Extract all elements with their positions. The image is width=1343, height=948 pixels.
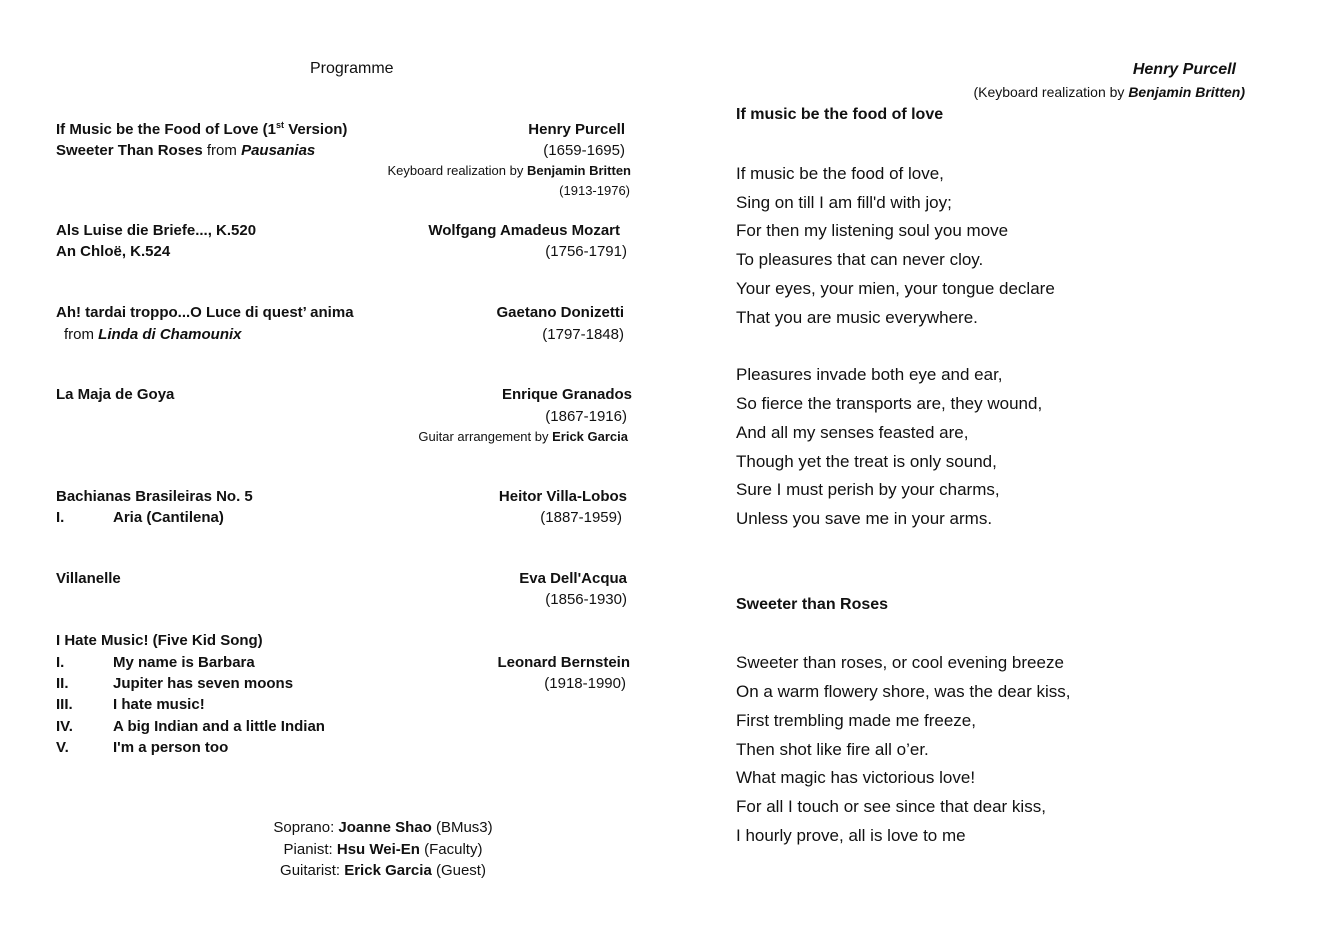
composer-name: Henry Purcell — [528, 121, 625, 138]
composer-dates: (1918-1990) — [544, 675, 626, 692]
work-source-title: Pausanias — [241, 142, 316, 159]
work-title: La Maja de Goya — [56, 386, 175, 403]
performer-name: Joanne Shao — [338, 819, 432, 836]
lyric-line: To pleasures that can never cloy. — [736, 250, 984, 269]
credit-name: Erick Garcia — [552, 429, 628, 444]
work-title-text: Sweeter Than Roses — [56, 142, 203, 159]
lyric-line: Sweeter than roses, or cool evening breeze — [736, 653, 1064, 672]
performer-guitarist — [200, 862, 566, 879]
movement-title: I'm a person too — [113, 739, 229, 756]
lyric-line: Unless you save me in your arms. — [736, 509, 993, 528]
composer-dates: (1797-1848) — [542, 326, 624, 343]
work-source-prefix: from — [64, 326, 99, 343]
work-title: An Chloë, K.524 — [56, 243, 171, 260]
arrangement-credit — [330, 429, 628, 444]
ordinal-suffix: st — [276, 120, 285, 130]
composer-name: Heitor Villa-Lobos — [498, 488, 627, 505]
work-source-title: Linda di Chamounix — [98, 326, 242, 343]
work-title: Bachianas Brasileiras No. 5 — [56, 488, 253, 505]
lyric-line: For all I touch or see since that dear kiss, — [736, 797, 1046, 816]
performer-name: Hsu Wei-En — [336, 841, 420, 858]
composer-name: Eva Dell'Acqua — [519, 570, 627, 587]
credit-name: Benjamin Britten) — [1128, 84, 1245, 100]
lyric-line: So fierce the transports are, they wound, — [736, 394, 1043, 413]
movement-title: My name is Barbara — [113, 654, 255, 671]
lyric-line: Your eyes, your mien, your tongue declare — [736, 279, 1055, 298]
lyric-line: That you are music everywhere. — [736, 308, 978, 327]
movement — [56, 718, 325, 735]
lyric-line: Sing on till I am fill'd with joy; — [736, 193, 952, 212]
credit-name: Benjamin Britten — [526, 163, 631, 178]
movement — [56, 654, 255, 671]
programme-title: Programme — [310, 60, 394, 77]
composer-dates: (1659-1695) — [543, 142, 625, 159]
movement-number: V. — [56, 739, 69, 756]
credit-prefix: (Keyboard realization by — [973, 84, 1129, 100]
movement-number: I. — [56, 509, 65, 526]
lyric-line: I hourly prove, all is love to me — [736, 826, 966, 845]
work-title-text: If Music be the Food of Love (1 — [56, 121, 277, 138]
work-source-prefix: from — [202, 142, 242, 159]
work-title: I Hate Music! (Five Kid Song) — [56, 632, 263, 649]
work-title: Ah! tardai troppo...O Luce di quest’ anima — [56, 304, 354, 321]
composer-name: Wolfgang Amadeus Mozart — [428, 222, 620, 239]
movement — [56, 696, 205, 713]
lyric-line: Then shot like fire all o’er. — [736, 740, 929, 759]
work-title: Villanelle — [56, 570, 121, 587]
work-title — [56, 121, 347, 138]
work-source — [64, 326, 242, 343]
performer-role: Pianist: — [283, 841, 337, 858]
composer-name: Enrique Granados — [501, 386, 632, 403]
movement-number: IV. — [56, 718, 73, 735]
credit-prefix: Guitar arrangement by — [418, 429, 553, 444]
composer-name: Gaetano Donizetti — [496, 304, 624, 321]
lyric-line: What magic has victorious love! — [736, 768, 976, 787]
lyric-line: On a warm flowery shore, was the dear kiss, — [736, 682, 1071, 701]
performer-name: Erick Garcia — [344, 862, 432, 879]
movement — [56, 509, 224, 526]
lyric-line: For then my listening soul you move — [736, 221, 1009, 240]
composer-dates: (1867-1916) — [545, 408, 627, 425]
performer-note: (Guest) — [431, 862, 486, 879]
composer-dates: (1856-1930) — [545, 591, 627, 608]
movement — [56, 739, 228, 756]
lyric-line: And all my senses feasted are, — [736, 423, 969, 442]
lyric-line: First trembling made me freeze, — [736, 711, 976, 730]
movement-title: A big Indian and a little Indian — [113, 718, 325, 735]
movement-number: II. — [56, 675, 69, 692]
song-title: Sweeter than Roses — [736, 596, 889, 613]
arrangement-credit — [300, 163, 631, 178]
performer-role: Guitarist: — [280, 862, 345, 879]
credit-prefix: Keyboard realization by — [387, 163, 527, 178]
performer-soprano — [200, 819, 566, 836]
performer-pianist — [200, 841, 566, 858]
performer-role: Soprano: — [273, 819, 339, 836]
work-title: Als Luise die Briefe..., K.520 — [56, 222, 257, 239]
movement-number: I. — [56, 654, 65, 671]
performer-note: (Faculty) — [419, 841, 483, 858]
work-title — [56, 142, 315, 159]
composer-dates: (1756-1791) — [545, 243, 627, 260]
song-title: If music be the food of love — [736, 106, 944, 123]
arranger-dates: (1913-1976) — [559, 183, 630, 198]
composer-name: Leonard Bernstein — [497, 654, 630, 671]
performer-note: (BMus3) — [431, 819, 493, 836]
lyric-line: Pleasures invade both eye and ear, — [736, 365, 1003, 384]
movement-title: Aria (Cantilena) — [113, 509, 224, 526]
movement — [56, 675, 293, 692]
texts-realization-credit — [900, 84, 1245, 100]
lyric-line: Though yet the treat is only sound, — [736, 452, 997, 471]
movement-title: I hate music! — [113, 696, 205, 713]
composer-dates: (1887-1959) — [540, 509, 622, 526]
movement-title: Jupiter has seven moons — [113, 675, 294, 692]
movement-number: III. — [56, 696, 73, 713]
work-title-text: Version) — [284, 121, 348, 138]
texts-composer: Henry Purcell — [1132, 61, 1236, 78]
lyric-line: Sure I must perish by your charms, — [736, 480, 1000, 499]
lyric-line: If music be the food of love, — [736, 164, 944, 183]
